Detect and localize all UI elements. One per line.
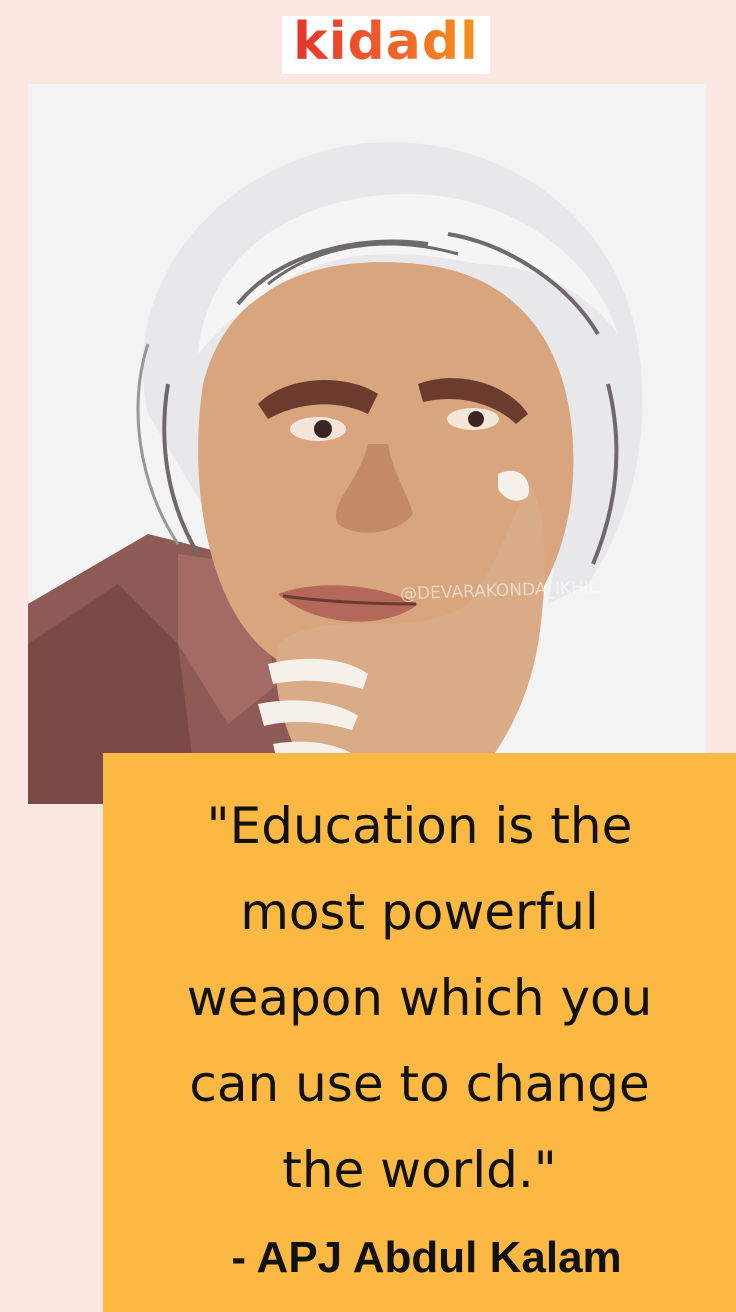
brand-logo bbox=[282, 12, 490, 74]
quote-text: "Education is the most powerful weapon which you can use to change the world." bbox=[186, 797, 653, 1199]
quote-card bbox=[103, 753, 736, 1312]
quote-author: - APJ Abdul Kalam bbox=[231, 1233, 622, 1282]
portrait-icon bbox=[28, 84, 706, 804]
portrait-illustration bbox=[28, 84, 706, 804]
watermark-text: @DEVARAKONDA_IKHIL bbox=[399, 577, 599, 605]
logo-text: kidadl bbox=[293, 12, 479, 72]
